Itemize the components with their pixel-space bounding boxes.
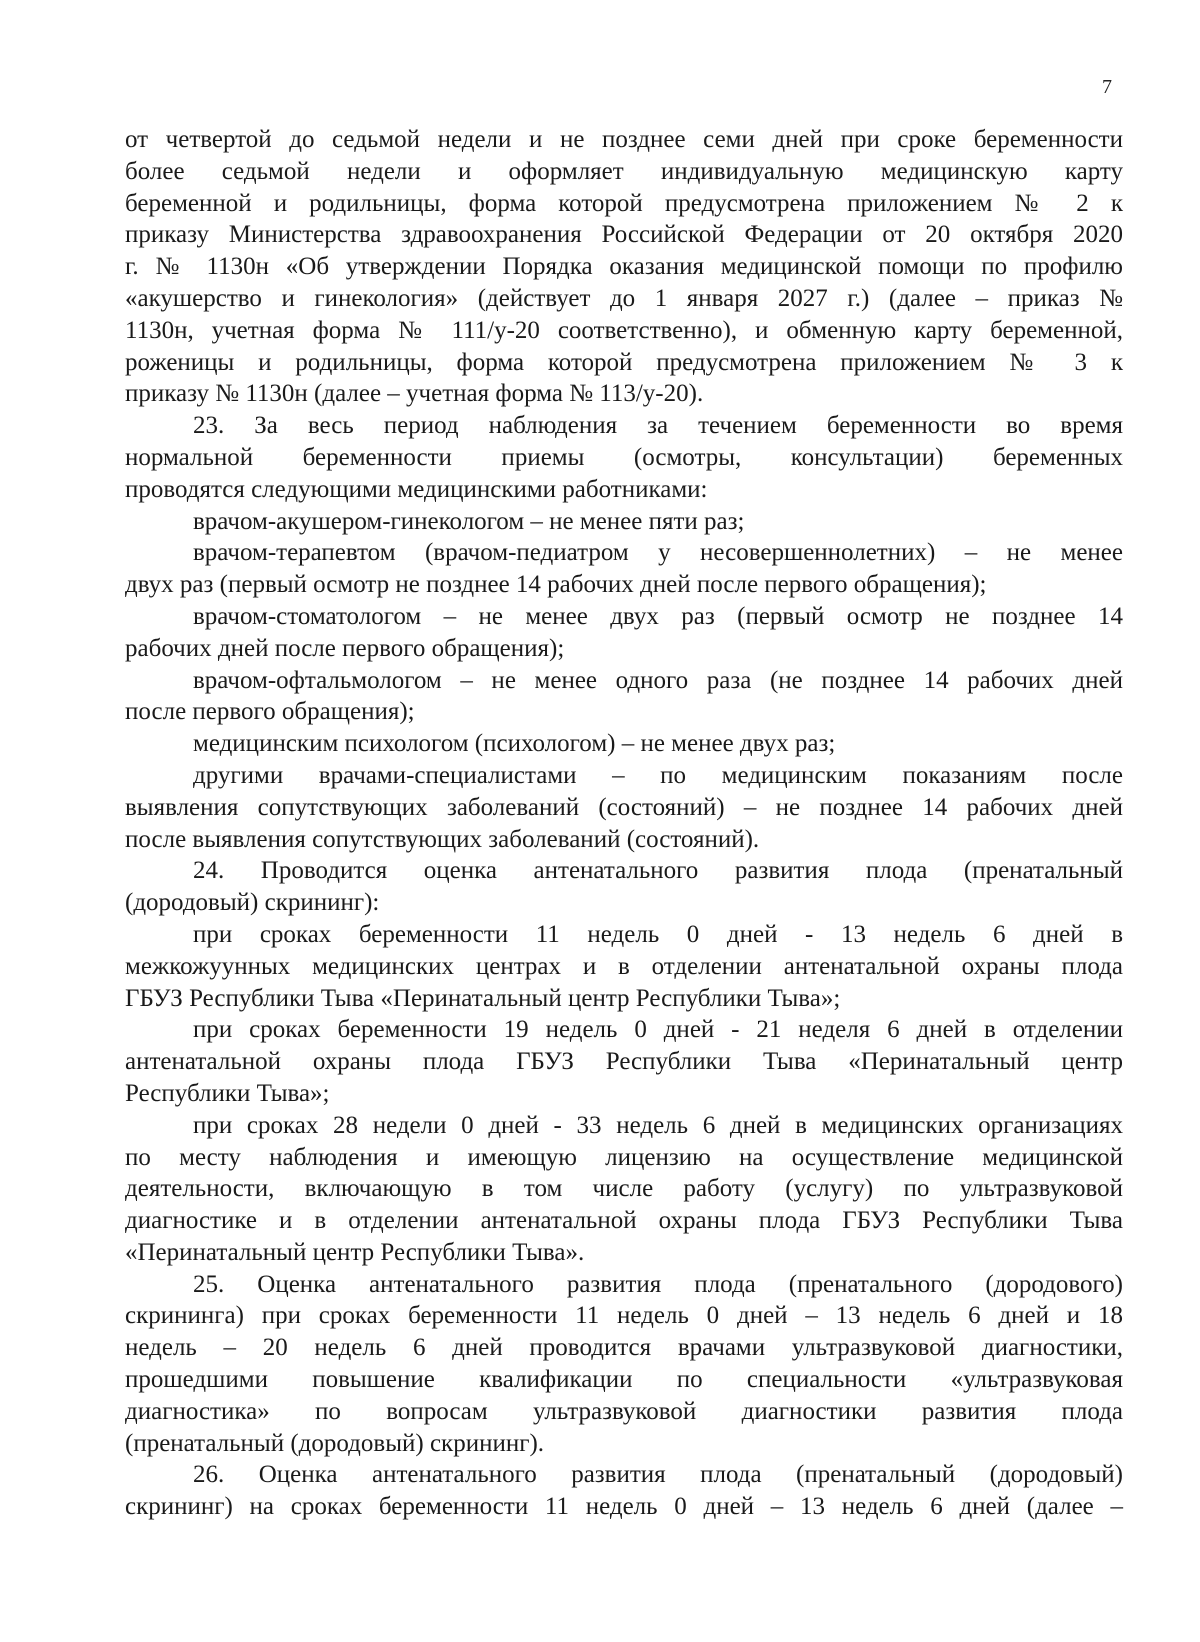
text-line: приказу № 1130н (далее – учетная форма № 113/у-20). xyxy=(125,380,704,408)
text-line: «Перинатальный центр Республики Тыва». xyxy=(125,1238,585,1266)
text-line: диагностике и в отделении антенатальной охраны плода ГБУЗ Республики Тыва xyxy=(125,1207,1123,1235)
text-line: 25. Оценка антенатального развития плода (пренатального (дородового) xyxy=(193,1270,1123,1298)
text-line: врачом-терапевтом (врачом-педиатром у несовершеннолетних) – не менее xyxy=(193,539,1123,567)
text-line: другими врачами-специалистами – по медицинским показаниям после xyxy=(193,761,1123,789)
text-line: «акушерство и гинекология» (действует до 1 января 2027 г.) (далее – приказ № xyxy=(125,284,1123,312)
text-line: при сроках 28 недели 0 дней - 33 недель 6 дней в медицинских организациях xyxy=(193,1111,1123,1139)
text-line: от четвертой до седьмой недели и не позднее семи дней при сроке беременности xyxy=(125,126,1123,153)
text-line: после первого обращения); xyxy=(125,698,415,726)
text-line: нормальной беременности приемы (осмотры, консультации) беременных xyxy=(125,443,1123,471)
text-line: двух раз (первый осмотр не позднее 14 рабочих дней после первого обращения); xyxy=(125,571,987,599)
page-number: 7 xyxy=(1102,76,1112,98)
text-line: Республики Тыва»; xyxy=(125,1079,330,1107)
text-line: скрининг) на сроках беременности 11 недель 0 дней – 13 недель 6 дней (далее – xyxy=(125,1493,1123,1521)
text-line: 26. Оценка антенатального развития плода (пренатальный (дородовый) xyxy=(193,1461,1123,1489)
text-line: медицинским психологом (психологом) – не менее двух раз; xyxy=(193,730,836,758)
text-line: 1130н, учетная форма № 111/у-20 соответственно), и обменную карту беременной, xyxy=(125,316,1123,344)
text-line: (пренатальный (дородовый) скрининг). xyxy=(125,1429,545,1457)
text-line: более седьмой недели и оформляет индивидуальную медицинскую карту xyxy=(125,157,1123,185)
text-line: проводятся следующими медицинскими работниками: xyxy=(125,475,708,503)
text-line: врачом-акушером-гинекологом – не менее пяти раз; xyxy=(193,507,745,535)
text-line: роженицы и родильницы, форма которой предусмотрена приложением № 3 к xyxy=(125,348,1123,376)
text-line: (дородовый) скрининг): xyxy=(125,889,380,917)
text-line: приказу Министерства здравоохранения Российской Федерации от 20 октября 2020 xyxy=(125,221,1123,249)
text-line: скрининга) при сроках беременности 11 недель 0 дней – 13 недель 6 дней и 18 xyxy=(125,1302,1123,1330)
text-line: прошедшими повышение квалификации по специальности «ультразвуковая xyxy=(125,1366,1123,1394)
text-line: межкожуунных медицинских центрах и в отделении антенатальной охраны плода xyxy=(125,952,1123,980)
text-line: диагностика» по вопросам ультразвуковой диагностики развития плода xyxy=(125,1397,1123,1425)
text-line: недель – 20 недель 6 дней проводится врачами ультразвуковой диагностики, xyxy=(125,1334,1123,1362)
text-line: антенатальной охраны плода ГБУЗ Республики Тыва «Перинатальный центр xyxy=(125,1048,1123,1076)
text-line: при сроках беременности 11 недель 0 дней - 13 недель 6 дней в xyxy=(193,920,1123,948)
text-line: 24. Проводится оценка антенатального развития плода (пренатальный xyxy=(193,857,1123,885)
document-body xyxy=(125,124,1123,1523)
text-line: выявления сопутствующих заболеваний (состояний) – не позднее 14 рабочих дней xyxy=(125,793,1123,821)
text-line: рабочих дней после первого обращения); xyxy=(125,634,565,662)
text-line: врачом-офтальмологом – не менее одного раза (не позднее 14 рабочих дней xyxy=(193,666,1123,694)
text-line: 23. За весь период наблюдения за течением беременности во время xyxy=(193,412,1123,440)
text-line: беременной и родильницы, форма которой предусмотрена приложением № 2 к xyxy=(125,189,1123,217)
text-line: деятельности, включающую в том числе работу (услугу) по ультразвуковой xyxy=(125,1175,1123,1203)
text-line: врачом-стоматологом – не менее двух раз (первый осмотр не позднее 14 xyxy=(193,602,1123,630)
text-line: после выявления сопутствующих заболеваний (состояний). xyxy=(125,825,760,853)
text-line: при сроках беременности 19 недель 0 дней - 21 неделя 6 дней в отделении xyxy=(193,1016,1123,1044)
text-line: г. № 1130н «Об утверждении Порядка оказания медицинской помощи по профилю xyxy=(125,253,1123,281)
text-line: ГБУЗ Республики Тыва «Перинатальный центр Республики Тыва»; xyxy=(125,984,841,1012)
text-line: по месту наблюдения и имеющую лицензию на осуществление медицинской xyxy=(125,1143,1123,1171)
